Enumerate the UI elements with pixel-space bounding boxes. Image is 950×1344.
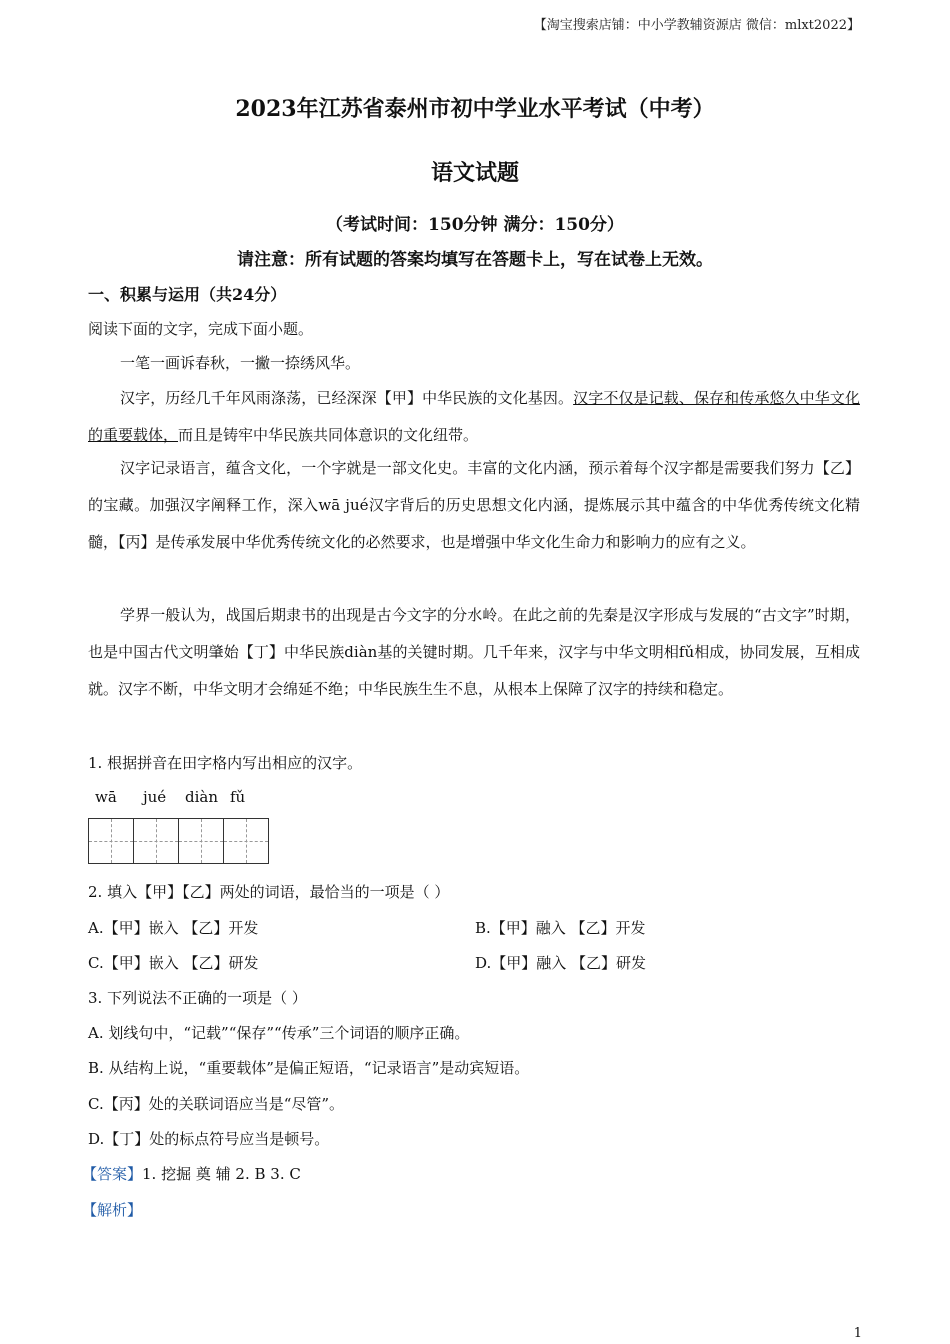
tianzige-cell-2[interactable]: [133, 818, 179, 864]
passage-paragraph-2: [88, 380, 860, 454]
question-2-stem: 2. 填入【甲】【乙】两处的词语，最恰当的一项是（ ）: [88, 883, 450, 901]
passage-p2-end: 而且是铸牢中华民族共同体意识的文化纽带。: [178, 426, 479, 444]
exam-info: （考试时间：150分钟 满分：150分）: [326, 215, 624, 235]
header-note: 【淘宝搜索店铺：中小学教辅资源店 微信：mlxt2022】: [533, 18, 860, 33]
q3-option-b: B. 从结构上说，“重要载体”是偏正短语，“记录语言”是动宾短语。: [88, 1059, 530, 1077]
answer-label: 【答案】: [82, 1165, 143, 1183]
pinyin-4: fǔ: [230, 788, 246, 806]
pinyin-row: [95, 788, 270, 806]
tianzige-cell-4[interactable]: [223, 818, 269, 864]
q3-option-a: A. 划线句中，“记载”“保存”“传承”三个词语的顺序正确。: [88, 1024, 470, 1042]
q2-option-d: D.【甲】融入 【乙】研发: [475, 954, 647, 972]
pinyin-1: wā: [95, 788, 117, 806]
question-3-stem: 3. 下列说法不正确的一项是（ ）: [88, 989, 307, 1007]
q2-option-c: C.【甲】嵌入 【乙】研发: [88, 954, 259, 972]
exam-notice: 请注意：所有试题的答案均填写在答题卡上，写在试卷上无效。: [237, 250, 713, 270]
underlined-sentence: 汉字不仅是记载、保存和传承悠久中华文化的重要载体，: [88, 389, 860, 444]
answer-text: 1. 挖掘 奠 辅 2. B 3. C: [142, 1165, 301, 1183]
q2-option-b: B.【甲】融入 【乙】开发: [475, 919, 646, 937]
question-1-stem: 1. 根据拼音在田字格内写出相应的汉字。: [88, 754, 363, 772]
pinyin-3: diàn: [185, 788, 219, 806]
passage-paragraph-3: 汉字记录语言，蕴含文化，一个字就是一部文化史。丰富的文化内涵，预示着每个汉字都是需要我们努力【乙】的宝藏。加强汉字阐释工作，深入wā jué汉字背后的历史思想文化内涵，提炼展示其中蕴含的中华优秀传统文化精髓，【丙】是传承发展中华优秀传统文化的必然要求，也是增强中华文化生命力和影响力的应有之义。: [88, 459, 860, 551]
tianzige-cell-1[interactable]: [88, 818, 134, 864]
tianzige-cell-3[interactable]: [178, 818, 224, 864]
q3-option-c: C.【丙】处的关联词语应当是“尽管”。: [88, 1095, 345, 1113]
answer-line: [82, 1163, 301, 1184]
analysis-label: 【解析】: [82, 1201, 143, 1219]
section-title: 一、积累与运用（共24分）: [88, 285, 287, 304]
passage-p2-start: 汉字，历经几千年风雨涤荡，已经深深【甲】中华民族的文化基因。: [120, 389, 574, 407]
passage-paragraph-4: 学界一般认为，战国后期隶书的出现是古今文字的分水岭。在此之前的先秦是汉字形成与发展的“古文字”时期，也是中国古代文明肇始【丁】中华民族diàn基的关键时期。几千年来，汉字与中华文明相fǔ相成，协同发展，互相成就。汉字不断，中华文明才会绵延不绝；中华民族生生不息，从根本上保障了汉字的持续和稳定。: [88, 606, 860, 698]
reading-intro: 阅读下面的文字，完成下面小题。: [88, 320, 314, 338]
page-number: 1: [853, 1326, 862, 1341]
passage-paragraph-1: 一笔一画诉春秋，一撇一捺绣风华。: [120, 354, 361, 372]
pinyin-2: jué: [143, 788, 167, 806]
q3-option-d: D.【丁】处的标点符号应当是顿号。: [88, 1130, 330, 1148]
exam-subtitle: 语文试题: [430, 160, 519, 186]
tianzige-grid: [88, 818, 268, 864]
exam-title: 2023年江苏省泰州市初中学业水平考试（中考）: [235, 96, 715, 122]
q2-option-a: A.【甲】嵌入 【乙】开发: [88, 919, 259, 937]
